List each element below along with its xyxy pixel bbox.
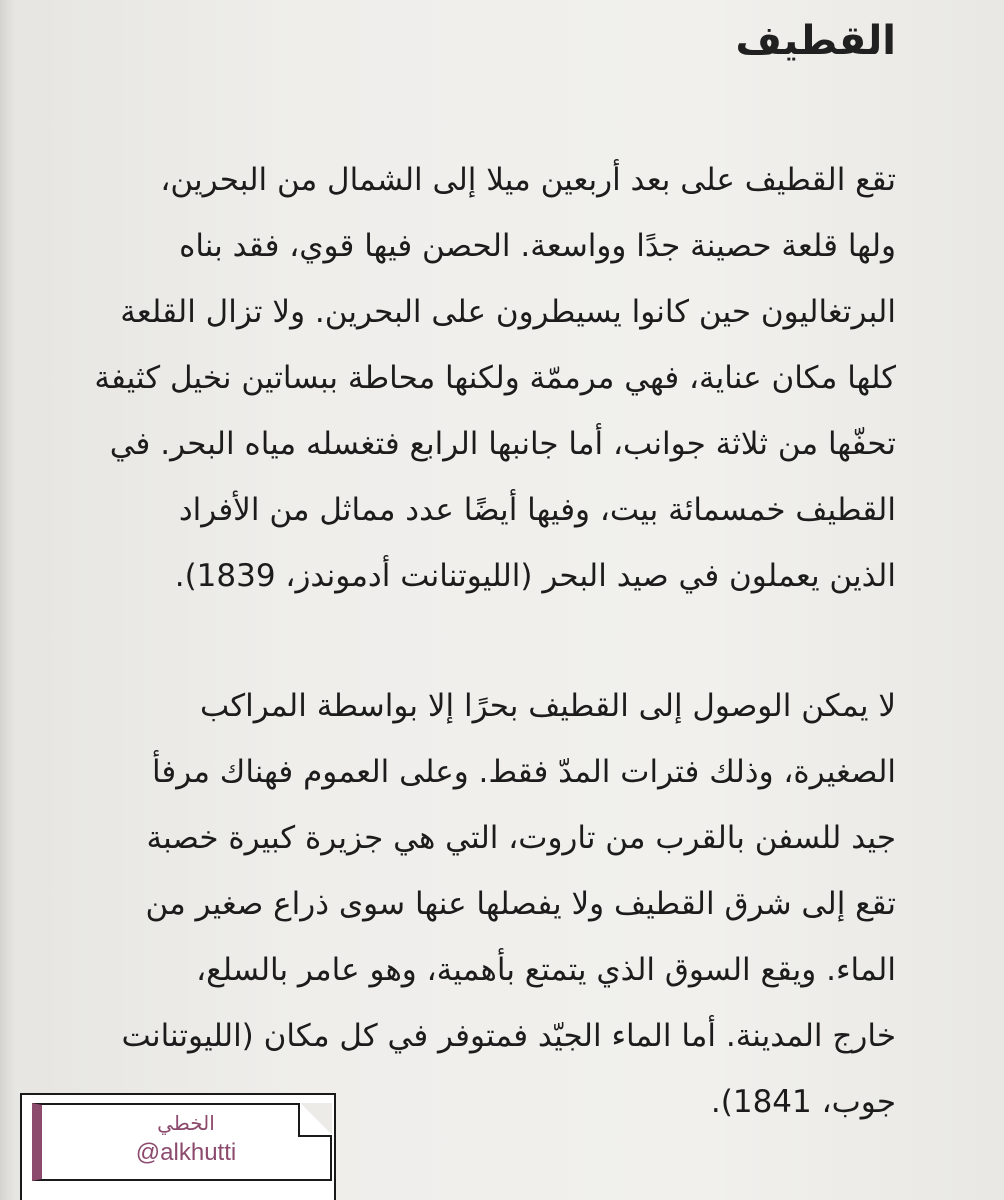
paragraph-2-line: خارج المدينة. أما الماء الجيّد فمتوفر في كل مكان (الليوتنانت (121, 1018, 896, 1054)
paragraph-1-line: كلها مكان عناية، فهي مرممّة ولكنها محاطة ببساتين نخيل كثيفة (94, 360, 896, 396)
paragraph-1-line: تقع القطيف على بعد أربعين ميلا إلى الشمال من البحرين، (160, 162, 896, 198)
paragraph-1-line: ولها قلعة حصينة جدًا وواسعة. الحصن فيها قوي، فقد بناه (179, 228, 896, 264)
watermark-card (32, 1103, 332, 1181)
paragraph-2-line: الماء. ويقع السوق الذي يتمتع بأهمية، وهو عامر بالسلع، (196, 952, 896, 988)
paragraph-2-line: لا يمكن الوصول إلى القطيف بحرًا إلا بواسطة المراكب (199, 688, 896, 724)
folded-corner-icon (298, 1103, 332, 1137)
paragraph-2-line: جيد للسفن بالقرب من تاروت، التي هي جزيرة كبيرة خصبة (146, 820, 896, 856)
paragraph-2-line: الصغيرة، وذلك فترات المدّ فقط. وعلى العموم فهناك مرفأ (151, 754, 896, 790)
paragraph-2-line: جوب، 1841). (710, 1084, 896, 1120)
watermark-handle: @alkhutti (135, 1139, 237, 1166)
paragraph-1-line: تحفّها من ثلاثة جوانب، أما جانبها الرابع فتغسله مياه البحر. في (109, 426, 896, 462)
paragraph-1-line: الذين يعملون في صيد البحر (الليوتنانت أدموندز، 1839). (174, 558, 896, 594)
page-title: القطيف (735, 18, 896, 64)
paragraph-2-line: تقع إلى شرق القطيف ولا يفصلها عنها سوى ذراع صغير من (145, 886, 896, 922)
paragraph-1-line: البرتغاليون حين كانوا يسيطرون على البحرين. ولا تزال القلعة (120, 294, 896, 330)
page-gutter (0, 0, 14, 1200)
watermark-name: الخطي (157, 1111, 215, 1135)
paragraph-1-line: القطيف خمسمائة بيت، وفيها أيضًا عدد مماثل من الأفراد (178, 492, 896, 528)
watermark-badge (20, 1093, 336, 1200)
